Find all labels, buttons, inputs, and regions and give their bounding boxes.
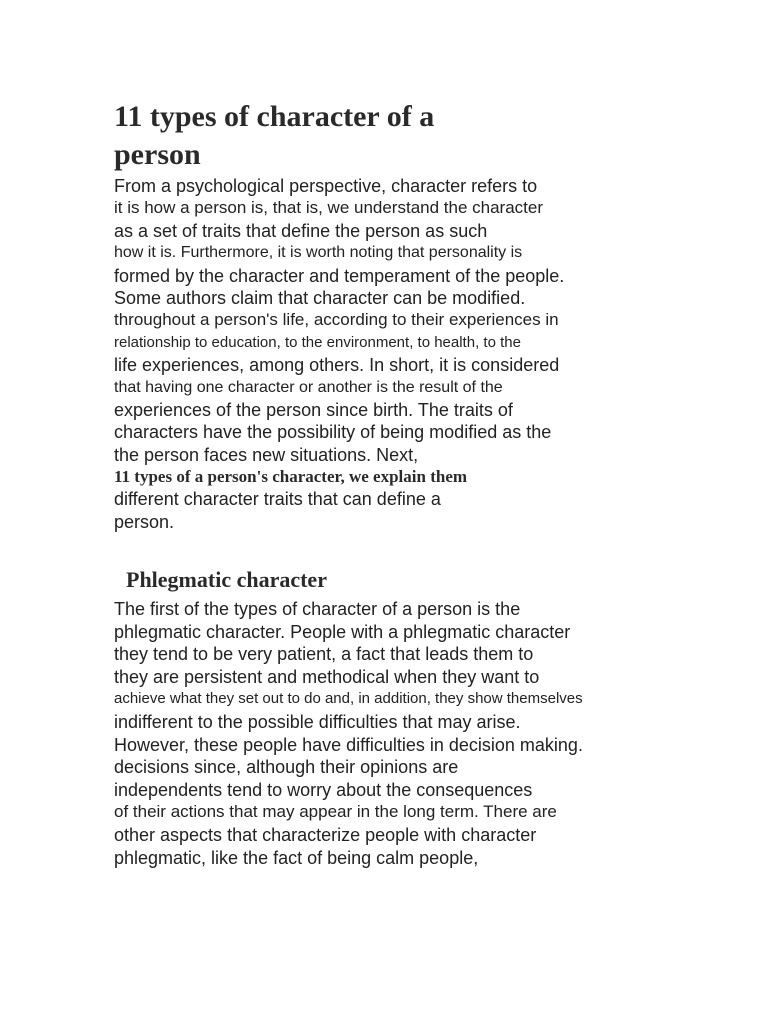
text-line: they tend to be very patient, a fact that leads them to: [114, 644, 534, 665]
text-line: phlegmatic character. People with a phlegmatic character: [114, 621, 571, 642]
text-line: relationship to education, to the environment, to health, to the: [114, 333, 521, 351]
section-heading: Phlegmatic character: [126, 567, 327, 592]
text-line: phlegmatic, like the fact of being calm people,: [114, 847, 479, 868]
text-line: that having one character or another is the result of the: [114, 378, 503, 396]
text-line: different character traits that can define a: [114, 489, 441, 510]
document-title: [114, 98, 534, 174]
text-line: life experiences, among others. In short, it is considered: [114, 355, 560, 376]
text-line: indifferent to the possible difficulties that may arise.: [114, 711, 521, 732]
section-paragraph: [114, 598, 754, 869]
text-line: formed by the character and temperament of the people.: [114, 265, 565, 286]
bold-text-line: 11 types of a person's character, we explain them: [114, 467, 468, 487]
text-line: as a set of traits that define the person as such: [114, 220, 488, 241]
text-line: of their actions that may appear in the long term. There are: [114, 802, 557, 822]
title-line: person: [114, 138, 201, 171]
text-line: the person faces new situations. Next,: [114, 444, 419, 465]
text-line: From a psychological perspective, character refers to: [114, 176, 538, 196]
text-line: person.: [114, 511, 175, 532]
text-line: independents tend to worry about the consequences: [114, 779, 533, 800]
text-line: achieve what they set out to do and, in addition, they show themselves: [114, 690, 583, 708]
text-line: it is how a person is, that is, we understand the character: [114, 198, 544, 218]
text-line: decisions since, although their opinions are: [114, 757, 459, 778]
text-line: characters have the possibility of being modified as the: [114, 422, 552, 443]
text-line: how it is. Furthermore, it is worth noting that personality is: [114, 244, 523, 262]
intro-paragraph: [114, 175, 754, 533]
text-line: throughout a person's life, according to their experiences in: [114, 310, 559, 330]
text-line: other aspects that characterize people with character: [114, 824, 537, 845]
text-line: they are persistent and methodical when they want to: [114, 666, 540, 687]
title-line: 11 types of character of a: [114, 100, 435, 133]
text-line: Some authors claim that character can be modified.: [114, 287, 526, 308]
text-line: However, these people have difficulties in decision making.: [114, 734, 583, 755]
text-line: experiences of the person since birth. The traits of: [114, 399, 513, 420]
text-line: The first of the types of character of a person is the: [114, 599, 521, 619]
